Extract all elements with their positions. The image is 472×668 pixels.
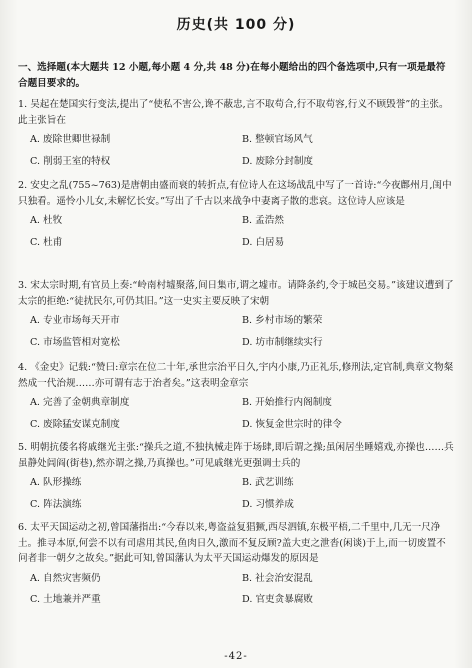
option-d: D. 白居易: [242, 236, 285, 248]
option-d: D. 习惯养成: [242, 498, 294, 510]
question-5: [18, 440, 454, 512]
option-b: B. 开始推行内阁制度: [242, 397, 332, 408]
option-c: C. 阵法演练: [30, 498, 82, 510]
question-3: [18, 278, 454, 350]
question-1: [18, 97, 454, 169]
option-c: C. 市场监管相对宽松: [30, 336, 120, 348]
options: [18, 571, 454, 608]
options: [18, 475, 454, 512]
option-b: B. 乡村市场的繁荣: [242, 315, 323, 326]
options: [18, 213, 454, 250]
question-stem: 3. 宋太宗时期,有官员上奏:“岭南村墟聚落,间日集市,谓之墟市。请降条约,令于城邑交易。”该建议遭到了太宗的拒绝:“徒扰民尔,可仍其旧。”这一史实主要反映了宋朝: [18, 280, 454, 307]
options: [18, 395, 454, 432]
question-stem: 4. 《金史》记载:“赞曰:章宗在位二十年,承世宗治平日久,宇内小康,乃正礼乐,修刑法,定官制,典章文物粲然成一代治规……亦可谓有志于治者矣。”这表明金章宗: [18, 362, 454, 389]
options: [18, 313, 454, 350]
option-b: B. 武艺训练: [242, 477, 294, 488]
question-6: [18, 520, 454, 608]
option-b: B. 整顿官场风气: [242, 134, 313, 145]
question-2: [18, 178, 454, 250]
page-title: 历史(共 100 分): [176, 17, 296, 33]
option-a: A. 完善了金朝典章制度: [30, 397, 130, 408]
option-b: B. 孟浩然: [242, 215, 284, 226]
option-a: A. 队形操练: [30, 477, 82, 488]
option-c: C. 削弱王室的特权: [30, 155, 111, 167]
options: [18, 132, 454, 169]
option-a: A. 杜牧: [30, 215, 63, 226]
option-a: A. 废除世卿世禄制: [30, 134, 111, 145]
option-c: C. 杜甫: [30, 236, 63, 248]
option-a: A. 专业市场每天开市: [30, 315, 120, 326]
option-d: D. 恢复金世宗时的律令: [242, 418, 342, 430]
question-stem: 6. 太平天国运动之初,曾国藩指出:“今春以来,粤盗益复猖獗,西尽泗镇,东极平梧,二千里中,几无一尺净土。推寻本原,何尝不以有司虐用其民,鱼肉日久,激而不复反顾?盖大吏之泄沓(闲谈)于上,而一切废置不问者非一朝夕之故矣。”据此可知,曾国藩认为太平天国运动爆发的原因是: [18, 522, 446, 564]
option-a: A. 自然灾害频仍: [30, 572, 101, 584]
option-c: C. 废除猛安谋克制度: [30, 418, 120, 430]
option-b: B. 社会治安混乱: [242, 572, 313, 584]
option-c: C. 土地兼并严重: [30, 594, 101, 605]
section-header: 一、选择题(本大题共 12 小题,每小题 4 分,共 48 分)在每小题给出的四个备选项中,只有一项是最符合题目要求的。: [18, 62, 446, 89]
question-stem: 2. 安史之乱(755~763)是唐朝由盛而衰的转折点,有位诗人在这场战乱中写了一首诗:“今夜鄜州月,闺中只独看。遥怜小儿女,未解忆长安。”写出了千古以来战争中妻离子散的悲哀。这位诗人应该是: [18, 180, 452, 207]
question-stem: 1. 吴起在楚国实行变法,提出了“使私不害公,谗不蔽忠,言不取苟合,行不取苟容,行义不顾毁誉”的主张。此主张旨在: [18, 99, 449, 126]
option-d: D. 废除分封制度: [242, 155, 314, 167]
question-4: [18, 360, 454, 432]
option-d: D. 坊市制继续实行: [242, 336, 323, 348]
question-stem: 5. 明朝抗倭名将戚继光主张:“操兵之道,不独执械走阵于场肆,即后谓之操;虽闲居坐睡嬉戏,亦操也……兵虽静处闾阎(街巷),然亦谓之操,乃真操也。”可见戚继光更强调士兵的: [18, 442, 454, 469]
page-number: -42-: [224, 651, 248, 662]
option-d: D. 官吏贪暴腐败: [242, 594, 314, 605]
